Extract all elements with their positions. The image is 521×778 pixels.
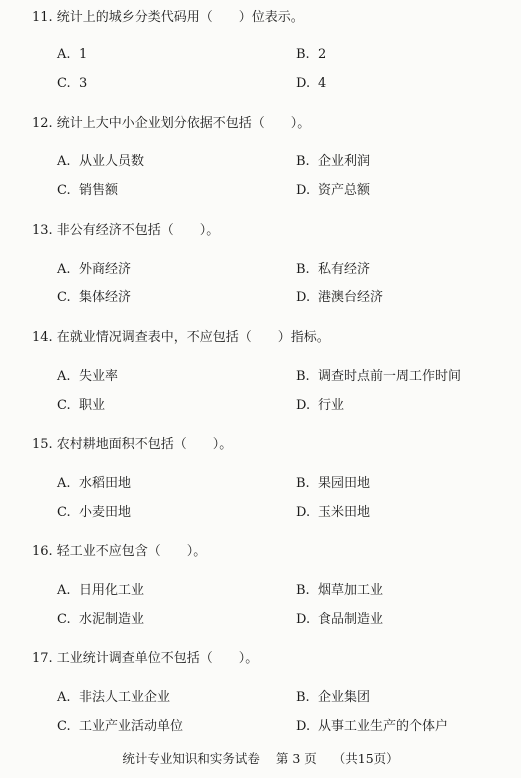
option-text: 水稻田地 [79, 476, 132, 491]
option-text: 从事工业生产的个体户 [318, 719, 449, 734]
option-text: 职业 [79, 398, 106, 413]
option-text: 工业产业活动单位 [79, 719, 184, 734]
option-letter: A. [57, 47, 71, 62]
option-11-c[interactable] [57, 76, 87, 92]
question-text: 农村耕地面积不包括（ ）。 [56, 437, 233, 452]
question-12 [32, 116, 310, 132]
option-text: 调查时点前一周工作时间 [318, 369, 462, 384]
option-13-b[interactable] [296, 262, 370, 278]
option-letter: B. [296, 583, 310, 598]
option-letter: C. [57, 719, 71, 734]
option-text: 水泥制造业 [79, 612, 145, 627]
option-text: 企业利润 [318, 154, 371, 169]
option-text: 日用化工业 [79, 583, 145, 598]
option-text: 私有经济 [318, 262, 371, 277]
option-11-d[interactable] [296, 76, 326, 92]
option-11-b[interactable] [296, 47, 326, 63]
option-15-a[interactable] [57, 476, 131, 492]
option-15-d[interactable] [296, 505, 370, 521]
option-letter: D. [296, 290, 311, 305]
option-14-b[interactable] [296, 369, 461, 385]
question-11 [32, 10, 304, 26]
option-16-d[interactable] [296, 612, 383, 628]
option-letter: B. [296, 476, 310, 491]
option-letter: C. [57, 398, 71, 413]
option-letter: A. [57, 262, 71, 277]
question-17 [32, 651, 258, 667]
question-text: 轻工业不应包含（ ）。 [56, 544, 207, 559]
option-letter: D. [296, 76, 311, 91]
option-12-b[interactable] [296, 154, 370, 170]
question-number: 14. [32, 330, 53, 345]
option-letter: A. [57, 476, 71, 491]
option-text: 从业人员数 [79, 154, 145, 169]
option-letter: B. [296, 690, 310, 705]
option-text: 4 [318, 76, 327, 91]
option-16-c[interactable] [57, 612, 144, 628]
option-text: 销售额 [79, 183, 119, 198]
question-number: 15. [32, 437, 53, 452]
question-text: 工业统计调查单位不包括（ ）。 [56, 651, 259, 666]
option-text: 外商经济 [79, 262, 132, 277]
option-12-a[interactable] [57, 154, 144, 170]
option-text: 2 [318, 47, 327, 62]
option-13-d[interactable] [296, 290, 383, 306]
option-text: 3 [79, 76, 88, 91]
option-letter: B. [296, 369, 310, 384]
option-text: 失业率 [79, 369, 119, 384]
option-letter: A. [57, 690, 71, 705]
option-letter: D. [296, 719, 311, 734]
option-text: 行业 [318, 398, 345, 413]
question-text: 统计上大中小企业划分依据不包括（ ）。 [56, 116, 311, 131]
question-text: 非公有经济不包括（ ）。 [56, 223, 220, 238]
option-letter: C. [57, 76, 71, 91]
option-letter: B. [296, 262, 310, 277]
footer-title: 统计专业知识和实务试卷 [122, 751, 260, 766]
option-text: 资产总额 [318, 183, 371, 198]
question-number: 17. [32, 651, 53, 666]
question-15 [32, 437, 232, 453]
footer-total-pages: （共15页） [332, 751, 399, 766]
option-text: 食品制造业 [318, 612, 384, 627]
option-text: 集体经济 [79, 290, 132, 305]
option-letter: C. [57, 505, 71, 520]
option-17-d[interactable] [296, 719, 448, 735]
option-letter: D. [296, 398, 311, 413]
option-text: 1 [79, 47, 88, 62]
option-16-b[interactable] [296, 583, 383, 599]
question-14 [32, 330, 330, 346]
option-12-c[interactable] [57, 183, 118, 199]
page-footer [0, 751, 521, 767]
option-letter: A. [57, 154, 71, 169]
option-letter: A. [57, 369, 71, 384]
option-15-c[interactable] [57, 505, 131, 521]
option-14-c[interactable] [57, 398, 105, 414]
option-17-a[interactable] [57, 690, 170, 706]
option-letter: B. [296, 154, 310, 169]
option-12-d[interactable] [296, 183, 370, 199]
option-text: 港澳台经济 [318, 290, 384, 305]
option-text: 玉米田地 [318, 505, 371, 520]
option-letter: D. [296, 183, 311, 198]
question-text: 在就业情况调查表中，不应包括（ ）指标。 [56, 330, 330, 345]
question-number: 11. [32, 10, 53, 25]
option-letter: C. [57, 183, 71, 198]
option-text: 非法人工业企业 [79, 690, 171, 705]
option-text: 企业集团 [318, 690, 371, 705]
option-letter: A. [57, 583, 71, 598]
option-14-d[interactable] [296, 398, 344, 414]
question-13 [32, 223, 219, 239]
option-16-a[interactable] [57, 583, 144, 599]
option-text: 果园田地 [318, 476, 371, 491]
option-17-c[interactable] [57, 719, 183, 735]
option-11-a[interactable] [57, 47, 87, 63]
question-text: 统计上的城乡分类代码用（ ）位表示。 [56, 10, 304, 25]
question-number: 13. [32, 223, 53, 238]
question-number: 12. [32, 116, 53, 131]
option-letter: D. [296, 612, 311, 627]
option-15-b[interactable] [296, 476, 370, 492]
option-text: 小麦田地 [79, 505, 132, 520]
option-letter: D. [296, 505, 311, 520]
option-text: 烟草加工业 [318, 583, 384, 598]
option-13-a[interactable] [57, 262, 131, 278]
option-14-a[interactable] [57, 369, 118, 385]
option-letter: C. [57, 612, 71, 627]
footer-page-number: 第 3 页 [275, 751, 317, 766]
question-number: 16. [32, 544, 53, 559]
option-17-b[interactable] [296, 690, 370, 706]
option-letter: C. [57, 290, 71, 305]
option-13-c[interactable] [57, 290, 131, 306]
option-letter: B. [296, 47, 310, 62]
question-16 [32, 544, 206, 560]
